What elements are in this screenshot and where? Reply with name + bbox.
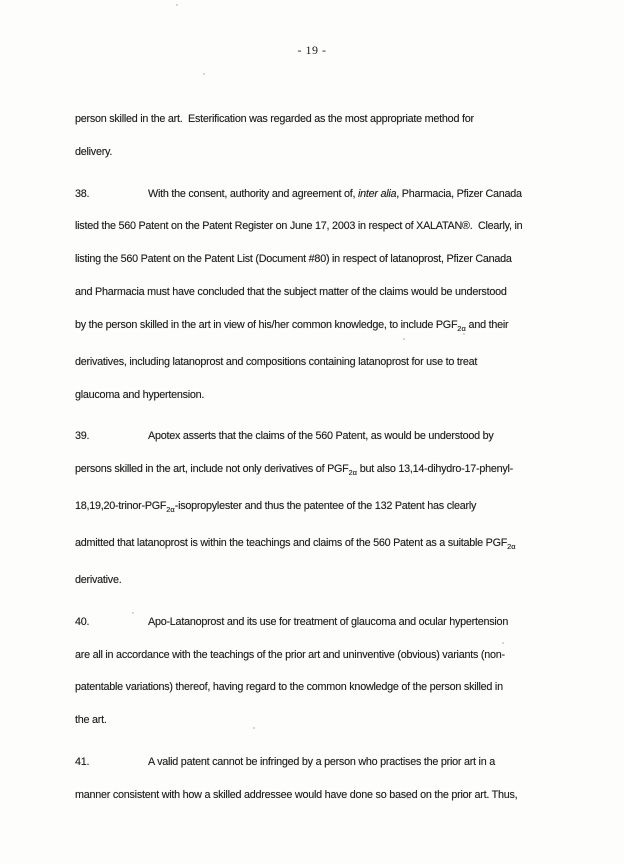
text-line: derivative.	[75, 573, 122, 586]
text-line: glaucoma and hypertension.	[75, 388, 205, 401]
page-number: - 19 -	[297, 43, 327, 57]
paragraph	[75, 420, 561, 596]
scan-speck	[253, 727, 255, 729]
text-line	[75, 178, 561, 211]
text-run: Apotex asserts that the claims of the 560 Patent, as would be understood by	[148, 430, 494, 443]
text-line: patentable variations) thereof, having regard to the common knowledge of the person skilled in	[75, 681, 503, 694]
text-line: persons skilled in the art, include not only derivatives of $PGF_{2\alpha}$ but also 13,14-dihydro-17-phenyl-	[75, 463, 513, 478]
text-line: $18,19,20-trinor-PGF_{2\alpha}$-isopropylester and thus the patentee of the 132 Patent has clearly	[75, 500, 477, 515]
paragraph	[75, 606, 561, 737]
scan-speck	[403, 338, 405, 340]
text-line: listing the 560 Patent on the Patent List (Document #80) in respect of latanoprost, Pfizer Canada	[75, 253, 512, 266]
text-line	[75, 746, 561, 779]
text-line: the art.	[75, 714, 107, 727]
paragraph-number: 39.	[75, 430, 90, 443]
text-line: person skilled in the art. Esterification was regarded as the most appropriate method for	[75, 113, 474, 125]
text-run: A valid patent cannot be infringed by a person who practises the prior art in a	[148, 755, 495, 768]
scan-speck	[176, 4, 178, 6]
document-body	[75, 103, 561, 812]
paragraph	[75, 103, 561, 169]
paragraph-number: 41.	[75, 755, 90, 768]
text-line: derivatives, including latanoprost and compositions containing latanoprost for use to treat	[75, 355, 478, 368]
scan-speck	[463, 333, 465, 335]
scan-speck	[203, 73, 205, 75]
text-line: admitted that latanoprost is within the teachings and claims of the 560 Patent as a suitable $PGF_{2\alpha}$	[75, 537, 516, 552]
text-line: by the person skilled in the art in view of his/her common knowledge, to include $PGF_{2\alpha}$ and their	[75, 318, 509, 333]
paragraph	[75, 746, 561, 812]
text-line	[75, 606, 561, 639]
paragraph-number: 40.	[75, 615, 90, 628]
text-line: are all in accordance with the teachings of the prior art and uninventive (obvious) variants (non-	[75, 648, 505, 661]
text-line: manner consistent with how a skilled addressee would have done so based on the prior art. Thus,	[75, 788, 518, 801]
text-run: With the consent, authority and agreement of, inter alia, Pharmacia, Pfizer Canada	[148, 187, 522, 200]
scan-speck	[132, 612, 134, 614]
paragraph	[75, 178, 561, 412]
text-line: delivery.	[75, 145, 113, 158]
text-line: and Pharmacia must have concluded that the subject matter of the claims would be understood	[75, 285, 507, 298]
paragraph-number: 38.	[75, 187, 90, 200]
text-line	[75, 420, 561, 453]
scan-speck	[502, 642, 504, 644]
text-line: listed the 560 Patent on the Patent Register on June 17, 2003 in respect of XALATAN®. Clearly, in	[75, 220, 523, 233]
scan-speck	[407, 797, 409, 799]
text-run: Apo-Latanoprost and its use for treatment of glaucoma and ocular hypertension	[148, 615, 509, 628]
